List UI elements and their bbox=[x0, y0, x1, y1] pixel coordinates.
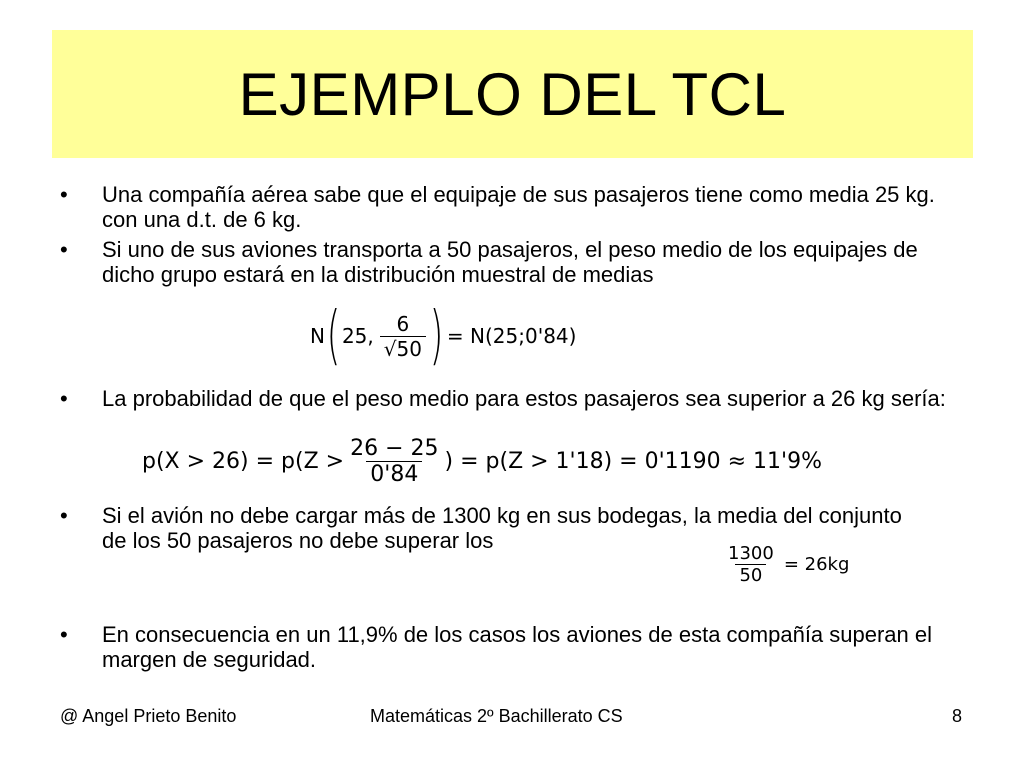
footer-page-number: 8 bbox=[952, 706, 963, 726]
bullet-icon: • bbox=[60, 237, 68, 262]
title-band bbox=[52, 30, 973, 158]
fraction bbox=[346, 436, 442, 487]
formula-probability bbox=[142, 436, 822, 487]
bullet-text: En consecuencia en un 11,9% de los casos los aviones de esta compañía superan el margen de seguridad. bbox=[102, 622, 933, 672]
bullet-icon: • bbox=[60, 622, 68, 647]
fraction bbox=[724, 543, 778, 586]
right-paren: ) bbox=[429, 299, 444, 373]
bullet-icon: • bbox=[60, 182, 68, 207]
fraction-denominator: √50 bbox=[380, 336, 426, 361]
formula-rhs: ) = p(Z > 1'18) = 0'1190 ≈ 11'9% bbox=[444, 449, 822, 474]
slide-title: EJEMPLO DEL TCL bbox=[238, 60, 787, 128]
fraction bbox=[380, 312, 426, 361]
fraction-denominator: 0'84 bbox=[366, 461, 422, 487]
fraction-denominator: 50 bbox=[735, 564, 766, 586]
fraction-numerator: 26 − 25 bbox=[350, 436, 439, 461]
formula-result: = N(25;0'84) bbox=[446, 324, 577, 348]
fraction-numerator: 6 bbox=[396, 311, 410, 336]
bullet-text: Si uno de sus aviones transporta a 50 pasajeros, el peso medio de los equipajes de dicho grupo estará en la distribución muestral de medias bbox=[102, 237, 918, 287]
fraction-numerator: 1300 bbox=[728, 543, 774, 564]
footer-course: Matemáticas 2º Bachillerato CS bbox=[370, 706, 623, 726]
bullet-text: La probabilidad de que el peso medio para estos pasajeros sea superior a 26 kg sería: bbox=[102, 386, 946, 411]
formula-mean: 25, bbox=[341, 324, 374, 348]
left-paren: ( bbox=[326, 299, 341, 373]
formula-normal-distribution bbox=[310, 299, 577, 373]
formula-prefix: N bbox=[310, 324, 325, 348]
bullet-icon: • bbox=[60, 503, 68, 528]
bullet-text: Si el avión no debe cargar más de 1300 kg en sus bodegas, la media del conjunto de los 50 pasajeros no debe superar los bbox=[102, 503, 902, 553]
footer-author: @ Angel Prieto Benito bbox=[60, 706, 237, 726]
formula-result: = 26kg bbox=[783, 554, 850, 575]
bullet-icon: • bbox=[60, 386, 68, 411]
formula-limit bbox=[724, 543, 849, 586]
formula-lhs: p(X > 26) = p(Z > bbox=[142, 449, 345, 474]
bullet-text: Una compañía aérea sabe que el equipaje de sus pasajeros tiene como media 25 kg. con una d.t. de 6 kg. bbox=[102, 182, 935, 232]
